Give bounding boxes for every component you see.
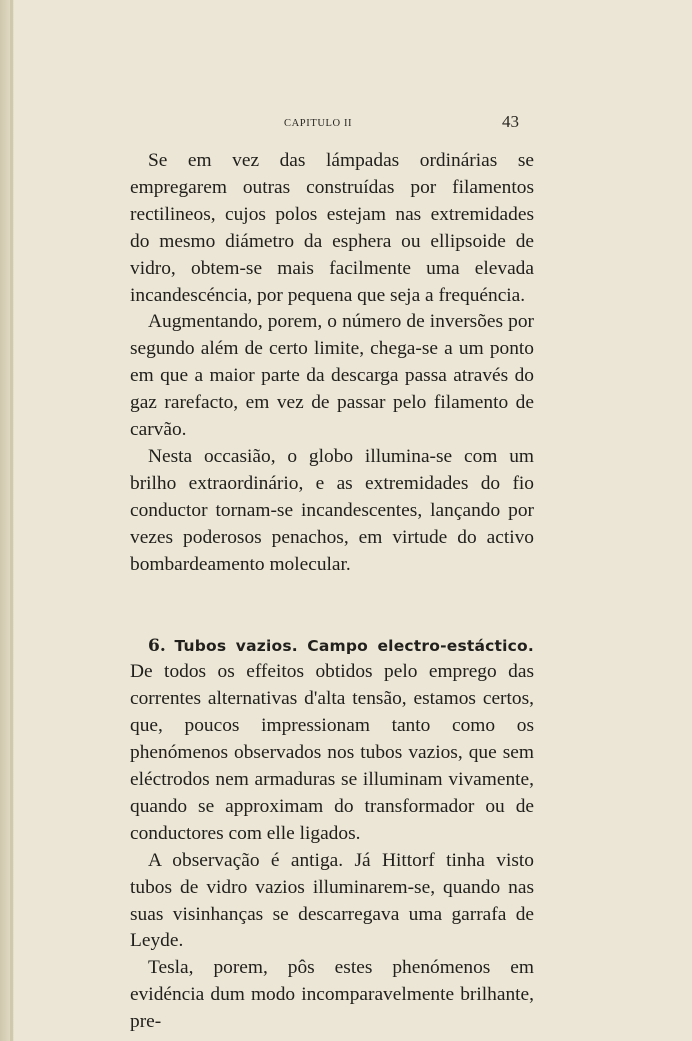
running-head: CAPITULO II [284, 118, 353, 129]
section-paragraph-3: Tesla, porem, pôs estes phenómenos em evidéncia dum modo incomparavelmente brilhante, pre- [130, 957, 534, 1033]
section-number: 6. [148, 635, 166, 656]
section-first-text: De todos os effeitos obtidos pelo emprego das correntes alternativas d'alta tensão, estamos certos, que, poucos impressionam tanto como os phenómenos observados nos tubos vazios, que sem eléctrodos nem armaduras se illuminam vivamente, quando se approximam do transformador ou de conductores com elle ligados. [130, 661, 534, 844]
paragraph-2: Augmentando, porem, o número de inversões por segundo além de certo limite, chega-se a um ponto em que a maior parte da descarga passa através do gaz rarefacto, em vez de passar pelo filamento de carvão. [130, 311, 534, 441]
section-title: Tubos vazios. Campo electro-estáctico. [174, 636, 534, 655]
paragraph-3: Nesta occasião, o globo illumina-se com um brilho extraordinário, e as extremidades do fio conductor tornam-se incandescentes, lançando por vezes poderosos penachos, em virtude do activo bombardeamento molecular. [130, 445, 534, 575]
page-gutter-shadow [10, 0, 13, 1041]
body-text [130, 148, 534, 1036]
page-header [14, 112, 692, 136]
section-first-paragraph [130, 633, 534, 848]
book-page [14, 0, 692, 1041]
section-paragraph-2: A observação é antiga. Já Hittorf tinha visto tubos de vidro vazios illuminarem-se, quando nas suas visinhanças se descarregava uma garrafa de Leyde. [130, 849, 534, 952]
section-6 [130, 633, 534, 1037]
page-number: 43 [502, 112, 519, 131]
paragraph-1: Se em vez das lámpadas ordinárias se empregarem outras construídas por filamentos rectilineos, cujos polos estejam nas extremidades do mesmo diámetro da esphera ou ellipsoide de vidro, obtem-se mais facilmente uma elevada incandescéncia, por pequena que seja a frequéncia. [130, 150, 534, 306]
